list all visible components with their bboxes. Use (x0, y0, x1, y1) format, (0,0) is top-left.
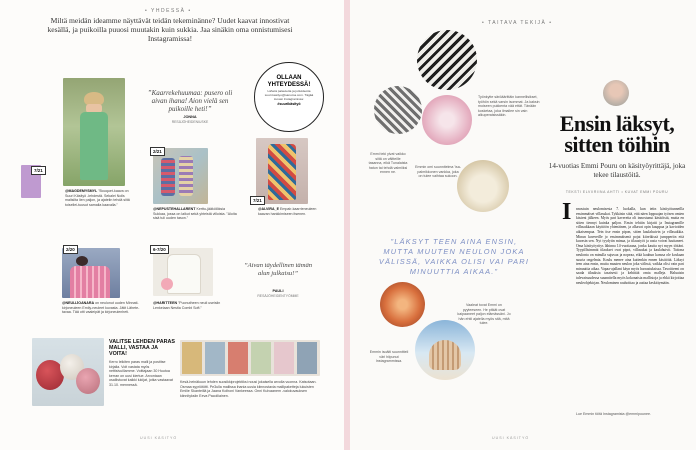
headline (542, 113, 692, 155)
pink-flower (161, 278, 173, 290)
photo-knitted-hat (415, 320, 475, 380)
photo-cream-top (457, 160, 509, 212)
contact-badge (254, 62, 324, 132)
section-label-right: • TAITAVA TEKIJÄ • (482, 20, 553, 26)
contest-title: VALITSE LEHDEN PARAS MALLI, VASTAA JA VOITA! (109, 339, 175, 357)
white-sweater (167, 254, 201, 294)
photo-white-sweater (153, 248, 213, 296)
caption-3-text: Empair-kaarrieneuleen kaavan hankkimiseen itsenen. (258, 207, 317, 216)
caption-1-user: @MAGDEMYSMYL (65, 189, 98, 193)
right-page (350, 0, 696, 450)
caption-a: Työnkytte säröäärittäin kannellisikset, työhön sekä varsin isommat. Ja kaksin moiseen pukkenta vää ettät. Tänään kosketaa, joka ilmailee sin vain alkuperaisissäkin. (478, 95, 540, 117)
issue-tag-4: 2/20 (63, 245, 78, 254)
thumb-2 (205, 342, 225, 374)
folio-left: UUSI KÄSITYÖ (140, 436, 178, 440)
caption-4 (62, 301, 147, 315)
headline-line-1: Ensin läksyt, (559, 111, 675, 136)
hat (429, 340, 461, 370)
author-portrait (603, 80, 629, 106)
left-page (0, 0, 344, 450)
caption-4-text: on neulonut uuden Minnati-kirjoneuleen Emily-neuleet kuvasta. Jätit Lähete-tavaa. Tää otti vaaleipät ja kirjoneulenheti. (62, 301, 140, 314)
pull-quote: ”LÄKSYT TEEN AINA ENSIN, MUTTA MUUTEN NEULON JOKA VÄLISSÄ, VAIKKA OLISI VAI PARI MINUUTTIA AIKAA.” (378, 237, 530, 276)
photo-yarn-balls (32, 338, 104, 406)
folio-right: UUSI KÄSITYÖ (492, 436, 530, 440)
caption-5-user: @HARITTEEN (153, 301, 178, 305)
thumb-5 (274, 342, 294, 374)
photo-patterned-dress (256, 138, 308, 204)
previous-winners-text: Kesä-heinäkuun lehden suosikkiprojektiksi nousi jokaisella arvolla vuonna. Katsotaan. Osmaa syyriötötti. Pe3ulla mallissa ihania uusia kiinnostavia mallipaketteja lukuisten Emilie Skanteillä ja Jaana Kolhoni Vankeessa. Onni Kulvaanem -valokuvauksen kiinnityksiin Eeva Pacolliainen. (180, 380, 317, 398)
issue-tag-3: 7/21 (250, 196, 265, 205)
photo-pink-cardigan (62, 248, 120, 298)
quote-1-name: JONNA (183, 115, 197, 119)
photo-autumn-leaves (380, 282, 425, 327)
caption-1-text: ”Bouquet-kaava on Suuri Käsityö -lehdestä. Sekalei Nolls malisilta lien paljon, ja ajatelin tehdä siitä toisellei-tuusut samalla kaavalla.” (65, 189, 130, 207)
photo-bw-knit-2 (417, 30, 477, 90)
thumb-3 (228, 342, 248, 374)
intro-text: Miltä meidän ideamme näyttävät teidän tekeminänne? Uudet kaavat innostivat kesällä, ja puikoilla puuosi muutakin kuin sukkia. Jaa sinäkin oma onnistumisesi Instagramissa! (47, 16, 293, 43)
photo-green-dress (63, 78, 125, 186)
caption-2 (153, 207, 238, 221)
quote-2-name: PAULI (272, 289, 284, 293)
drop-cap: I (562, 199, 572, 225)
thumb-1 (182, 342, 202, 374)
caption-5 (153, 301, 223, 310)
byline: TEKSTI ELVIIRIINA AHTTI • KUVAT EMMI POURU (565, 190, 669, 194)
photo-pattern-thumbnails (180, 340, 320, 376)
patterned-dress (268, 144, 296, 200)
caption-c: Emmin omi suunnitelma 'isa-palmikkonen vankka, joka on tulee vaihtaa sukoon. (415, 165, 461, 178)
caption-3 (258, 207, 318, 216)
yarn-pink (76, 368, 100, 394)
sock-2 (179, 156, 193, 196)
photo-bw-knit-1 (374, 86, 422, 134)
badge-title: OLLAAN YHTEYDESSÄ! (267, 75, 311, 88)
photo-pink-socks (422, 95, 472, 145)
thumb-4 (251, 342, 271, 374)
sock-1 (161, 158, 175, 196)
caption-3-user: @ALVIRA_E (258, 207, 280, 211)
contest-text: Kerro leikiten paras malli ja postitse kirjalla. Voit vastata myös nettisivuillamme. Voittajaan 30 Huutoa kerran on uusi kiertue. Arvontaan osallistuvat kaikki lukijat, jotka vastaavat 31.10. mennessä. (109, 360, 173, 387)
section-label-left: • YHDESSÄ • (145, 8, 192, 14)
headline-line-2: sitten töihin (564, 132, 670, 157)
pink-cardigan (70, 266, 110, 298)
caption-2-user: @NEPUSTEHALLARENT (153, 207, 196, 211)
caption-b: Emmi teki ylvat vaikko siitä on vältteille tasanna, eikä Tunalaista hatun tai tehdä valmiiksi ennen ne. (368, 152, 408, 174)
reader-quote-2: ”Aivan täydellinen tämän alun julkaisu!” (243, 262, 313, 277)
photo-socks-wall (153, 148, 208, 204)
lede: 14-vuotias Emmi Pouru on käsityöyrittäjä, joka tekee tilaustöitä. (548, 162, 686, 179)
quote-2-role: RESÄJÖHEIDENTYÖMME (257, 294, 299, 298)
caption-e: Emmin isoäiti suunnitteli väri hiipunut Instagrammissa. (369, 350, 409, 363)
reader-quote-1: ”Kaarrekehuumaa: pusero oli aivan ihana! Aion vielä sen puikoille heti!” (147, 89, 233, 113)
hair (76, 256, 88, 266)
badge-text: Lähetä palautetta ja juttuideoita suuri.kasityo@sanoma.com. Tägää kuvasi Instagramissa: (264, 89, 314, 101)
issue-tag-2: 2/21 (150, 147, 165, 156)
issue-tag-1: 7/21 (31, 166, 46, 175)
quote-1-role: RESÄJÖHEIDENIUSKE (171, 120, 209, 124)
article-body: nnostuin neulomisesta 7. luokalla, kun teiin käsityötunneilla ensimmäiset villasukat. Tykkäsin siitä, että näen loppuajan työsen omien käsieni jälkeen. Myös pari kavereita oli innostunut käsitöistä, mutta en sitten tiennyt kuinka paljon. Ensin tehtiin kirjatti ja Instagramille villasukkaan käyttöön yhtenäinen, ja alkavat opin kauppaa ja kavioiden aikaisempaa. Tein itse ensin pipon, sitten kaulahuivin ja villasukkia. Minun kavereille jo ensimmäisenä pojat kiireikissä jumpperiin että kuvasin sen. Nyt tyydytin minua, ja tilaustyöt ja rasia voivat luuttaneet. Oma käsityöyritys lähinna 14-vuotiaana, jonka kautta nyt myyn töitäni. Tyypillisimmät tilaukset ovat pipot, villasukat ja kaulahuivit. Taitona neulonta on minulla sujuvaa ja nopeaa, eikä kauhun kanssa ole koskaan suuria ongelmia. Koulu menee aina kuitenkin ennen käsitöitä. Läksyt teen aina ensin, mutta muuten neulon joka välissä, vaikka olisi vain pari minuuttia aikaa. Vapaa-ajallani käyn myös harrastuksissa. Tavoitteeni on saada tilauksia tasaisesti ja kehittää omia malleja. Haluaisin tulevaisuudessa suunnitella myös kokonaisia mallistoja ja ehkä kirjoittaa neuleohjekirjan. Neulominen rauhoittaa ja auttaa keskittymään. (576, 207, 684, 285)
caption-5-text: ”Puonutheen neuli useisiin Lenkeiaan Nestia Combi Soft.” (153, 301, 221, 310)
issue-tag-5: 6-7/20 (150, 245, 169, 254)
credit-line: Lue Emmin töitä Instagramista @emmipounee. (576, 412, 651, 416)
caption-4-user: @NEULIJOANARA (62, 301, 95, 305)
thumb-6 (297, 342, 317, 374)
caption-d: Vaaleat tovat Emmi on pyyteeseen. He pitkät ovat kaipaaneet paljon elämässäni. Jo hän ehtii ajatella myös sitä, mitä tulee. (457, 303, 511, 325)
caption-1 (65, 189, 135, 207)
badge-hashtag: #suurikäsityö (277, 102, 301, 107)
green-dress (80, 112, 108, 180)
caption-2-text: Kerttu-jääkölöksia Sukkaa, jossa on laikut sekä yhteistä villoista. ”Aloita sisä tuli uuden tason.” (153, 207, 237, 220)
